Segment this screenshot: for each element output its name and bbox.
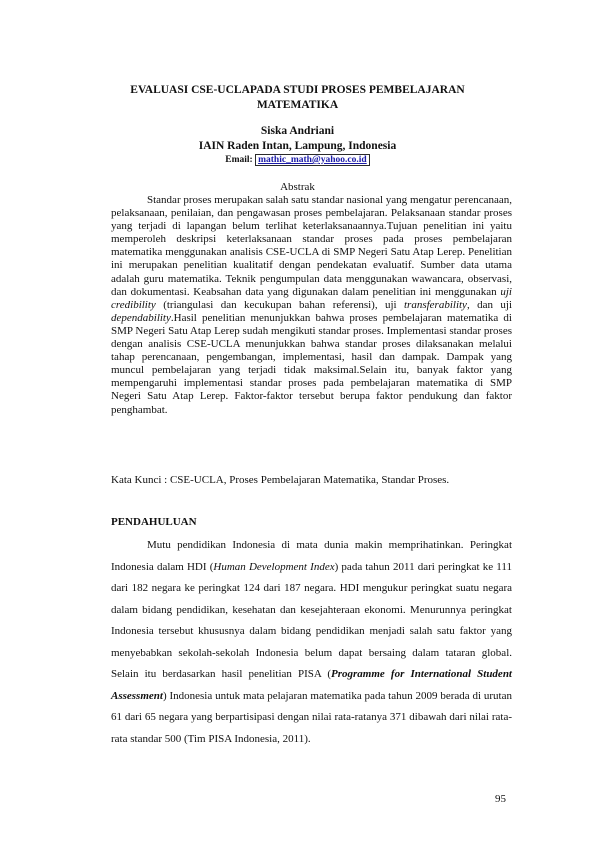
body-text-part: ) Indonesia untuk mata pelajaran matematika pada tahun 2009 berada di urutan 61 dari 65 negara yang berpartisipasi dengan nilai rata-ratanya 371 dibawah dari nilai rata-rata standar 500 (Tim PISA Indonesia, 2011). [111,689,512,745]
body-text-part: Mutu pendidikan Indonesia di mata dunia makin memprihatinkan. Peringkat Indonesia dalam HDI ( [111,539,512,573]
paper-title: EVALUASI CSE-UCLAPADA STUDI PROSES PEMBELAJARAN MATEMATIKA [130,84,465,111]
body-paragraph [111,535,512,750]
author-affiliation: IAIN Raden Intan, Lampung, Indonesia [198,140,397,152]
abstract-text-part: , dan uji [466,298,512,311]
body-term-pisa: Programme for International Student Assessment [111,668,512,702]
abstract-text-part: .Hasil penelitian menunjukkan bahwa proses pembelajaran matematika di SMP Negeri Satu Atap Lerep sudah mengikuti standar proses. Implementasi standar proses dengan analisis CSE-UCLA menunjukkan bahwa standar proses dilaksanakan melalui tahap perencanaan, pengembangan, implementasi, hasil dan dampak. Dampak yang muncul pembelajaran yang terjadi tidak maksimal.Selain itu, banyak faktor yang mempengaruhi implementasi standar proses pada pembelajaran matematika di SMP Negeri Satu Atap Lerep. Faktor-faktor tersebut berupa faktor pendukung dan faktor penghambat. [111,311,512,416]
abstract-text [111,194,512,417]
author-name: Siska Andriani [260,125,335,137]
email-label: Email: [225,155,253,165]
body-text-part: ) pada tahun 2011 dari peringkat ke 111 dari 182 negara ke peringkat 124 dari 187 negara. HDI mengukur peringkat suatu negara dalam bidang pendidikan, kesehatan dan kesejahteraan ekonomi. Menurunnya peringkat Indonesia tersebut khususnya dalam bidang pendidikan menjadi salah satu faktor yang menyebabkan sekolah-sekolah Indonesia belum dapat bersaing dalam tataran global. Selain itu berdasarkan hasil penelitian PISA ( [111,560,512,680]
page-number: 95 [495,793,506,805]
abstract-term-transferability: transferability [404,298,467,311]
body-term-hdi: Human Development Index [213,560,335,573]
abstract-text-part: (triangulasi dan kecukupan bahan referensi), uji [155,298,404,311]
abstract-term-credibility: uji credibility [111,285,512,311]
keywords: Kata Kunci : CSE-UCLA, Proses Pembelajaran Matematika, Standar Proses. [111,474,450,486]
abstract-text-part: Standar proses merupakan salah satu standar nasional yang mengatur perencanaan, pelaksanaan, penilaian, dan pengawasan proses pembelajaran. Pelaksanaan standar proses yang terjadi di lapangan belum terlihat keterlaksanaannya.Tujuan penelitian ini yaitu memperoleh deskripsi keterlaksanaan standar proses pada proses pembelajaran matematika menggunakan analisis CSE-UCLA di SMP Negeri Satu Atap Lerep. Penelitian ini merupakan penelitian kualitatif dengan pendekatan evaluatif. Sumber data utama adalah guru matematika. Teknik pengumpulan data menggunakan wawancara, observasi, dan dokumentasi. Keabsahan data yang digunakan dalam penelitian ini menggunakan [111,194,512,298]
email-link[interactable]: mathic_math@yahoo.co.id [255,154,370,166]
section-heading-pendahuluan: PENDAHULUAN [111,516,197,528]
abstract-term-dependability: dependability [111,311,171,324]
email-line [0,154,595,167]
abstract-heading: Abstrak [280,181,315,193]
